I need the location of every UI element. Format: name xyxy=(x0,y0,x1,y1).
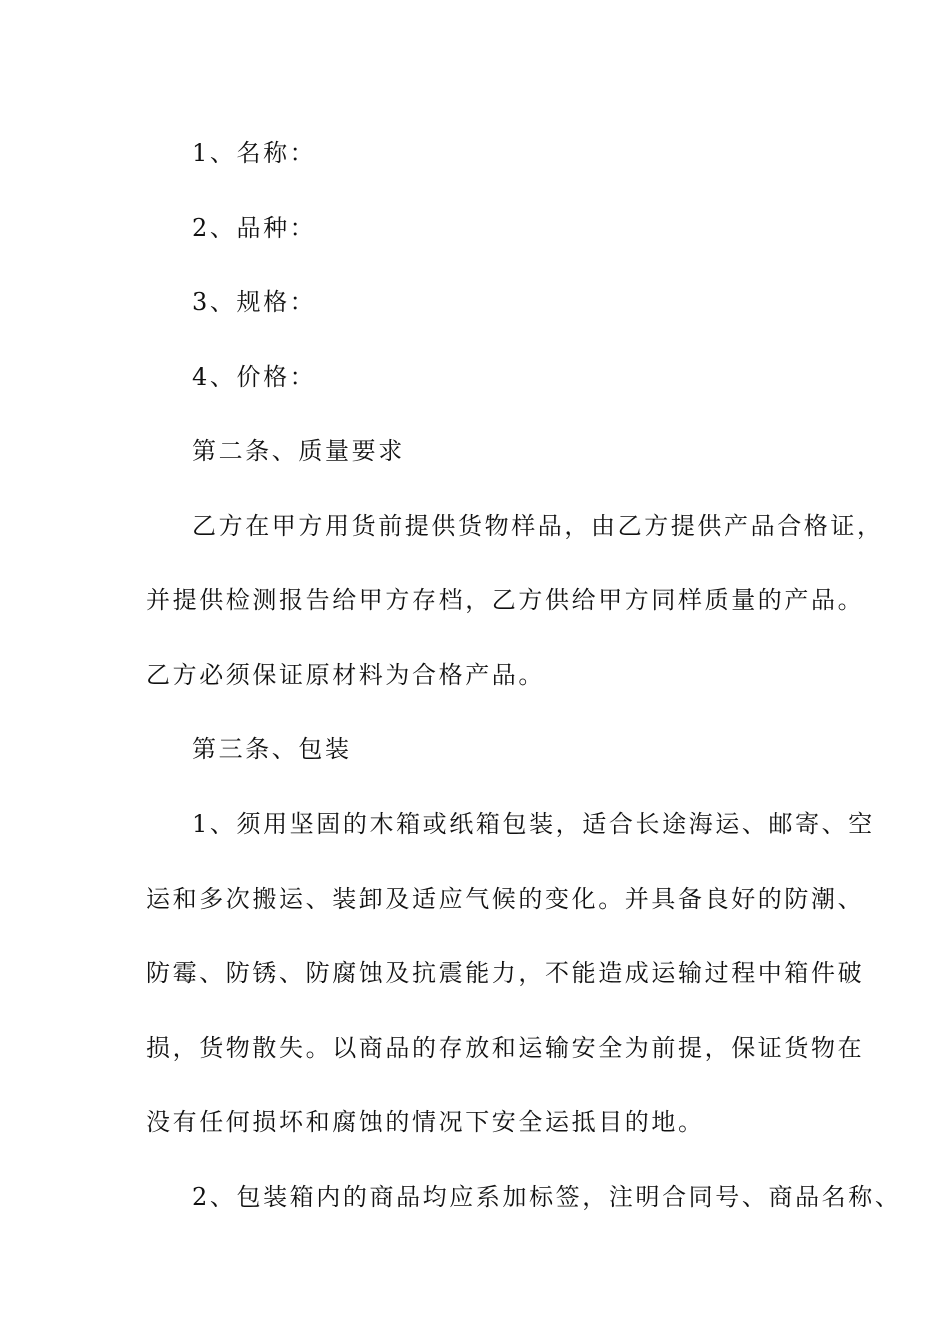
article-3-para2-line: 2、包装箱内的商品均应系加标签，注明合同号、商品名称、 xyxy=(192,1183,902,1211)
item-name: 1、名称： xyxy=(192,139,317,167)
article-3-para1-line: 没有任何损坏和腐蚀的情况下安全运抵目的地。 xyxy=(146,1108,705,1136)
article-2-line: 并提供检测报告给甲方存档，乙方供给甲方同样质量的产品。 xyxy=(146,586,865,614)
article-2-line: 乙方在甲方用货前提供货物样品，由乙方提供产品合格证， xyxy=(192,512,884,540)
article-3-heading: 第三条、包装 xyxy=(192,735,352,763)
item-variety: 2、品种： xyxy=(192,214,317,242)
article-2-heading: 第二条、质量要求 xyxy=(192,437,405,465)
article-3-para1-line: 损，货物散失。以商品的存放和运输安全为前提，保证货物在 xyxy=(146,1034,865,1062)
article-2-line: 乙方必须保证原材料为合格产品。 xyxy=(146,661,545,689)
article-3-para1-line: 防霉、防锈、防腐蚀及抗震能力，不能造成运输过程中箱件破 xyxy=(146,959,865,987)
item-price: 4、价格： xyxy=(192,363,317,391)
article-3-para1-line: 运和多次搬运、装卸及适应气候的变化。并具备良好的防潮、 xyxy=(146,885,865,913)
article-3-para1-line: 1、须用坚固的木箱或纸箱包装，适合长途海运、邮寄、空 xyxy=(192,810,875,838)
item-spec: 3、规格： xyxy=(192,288,317,316)
